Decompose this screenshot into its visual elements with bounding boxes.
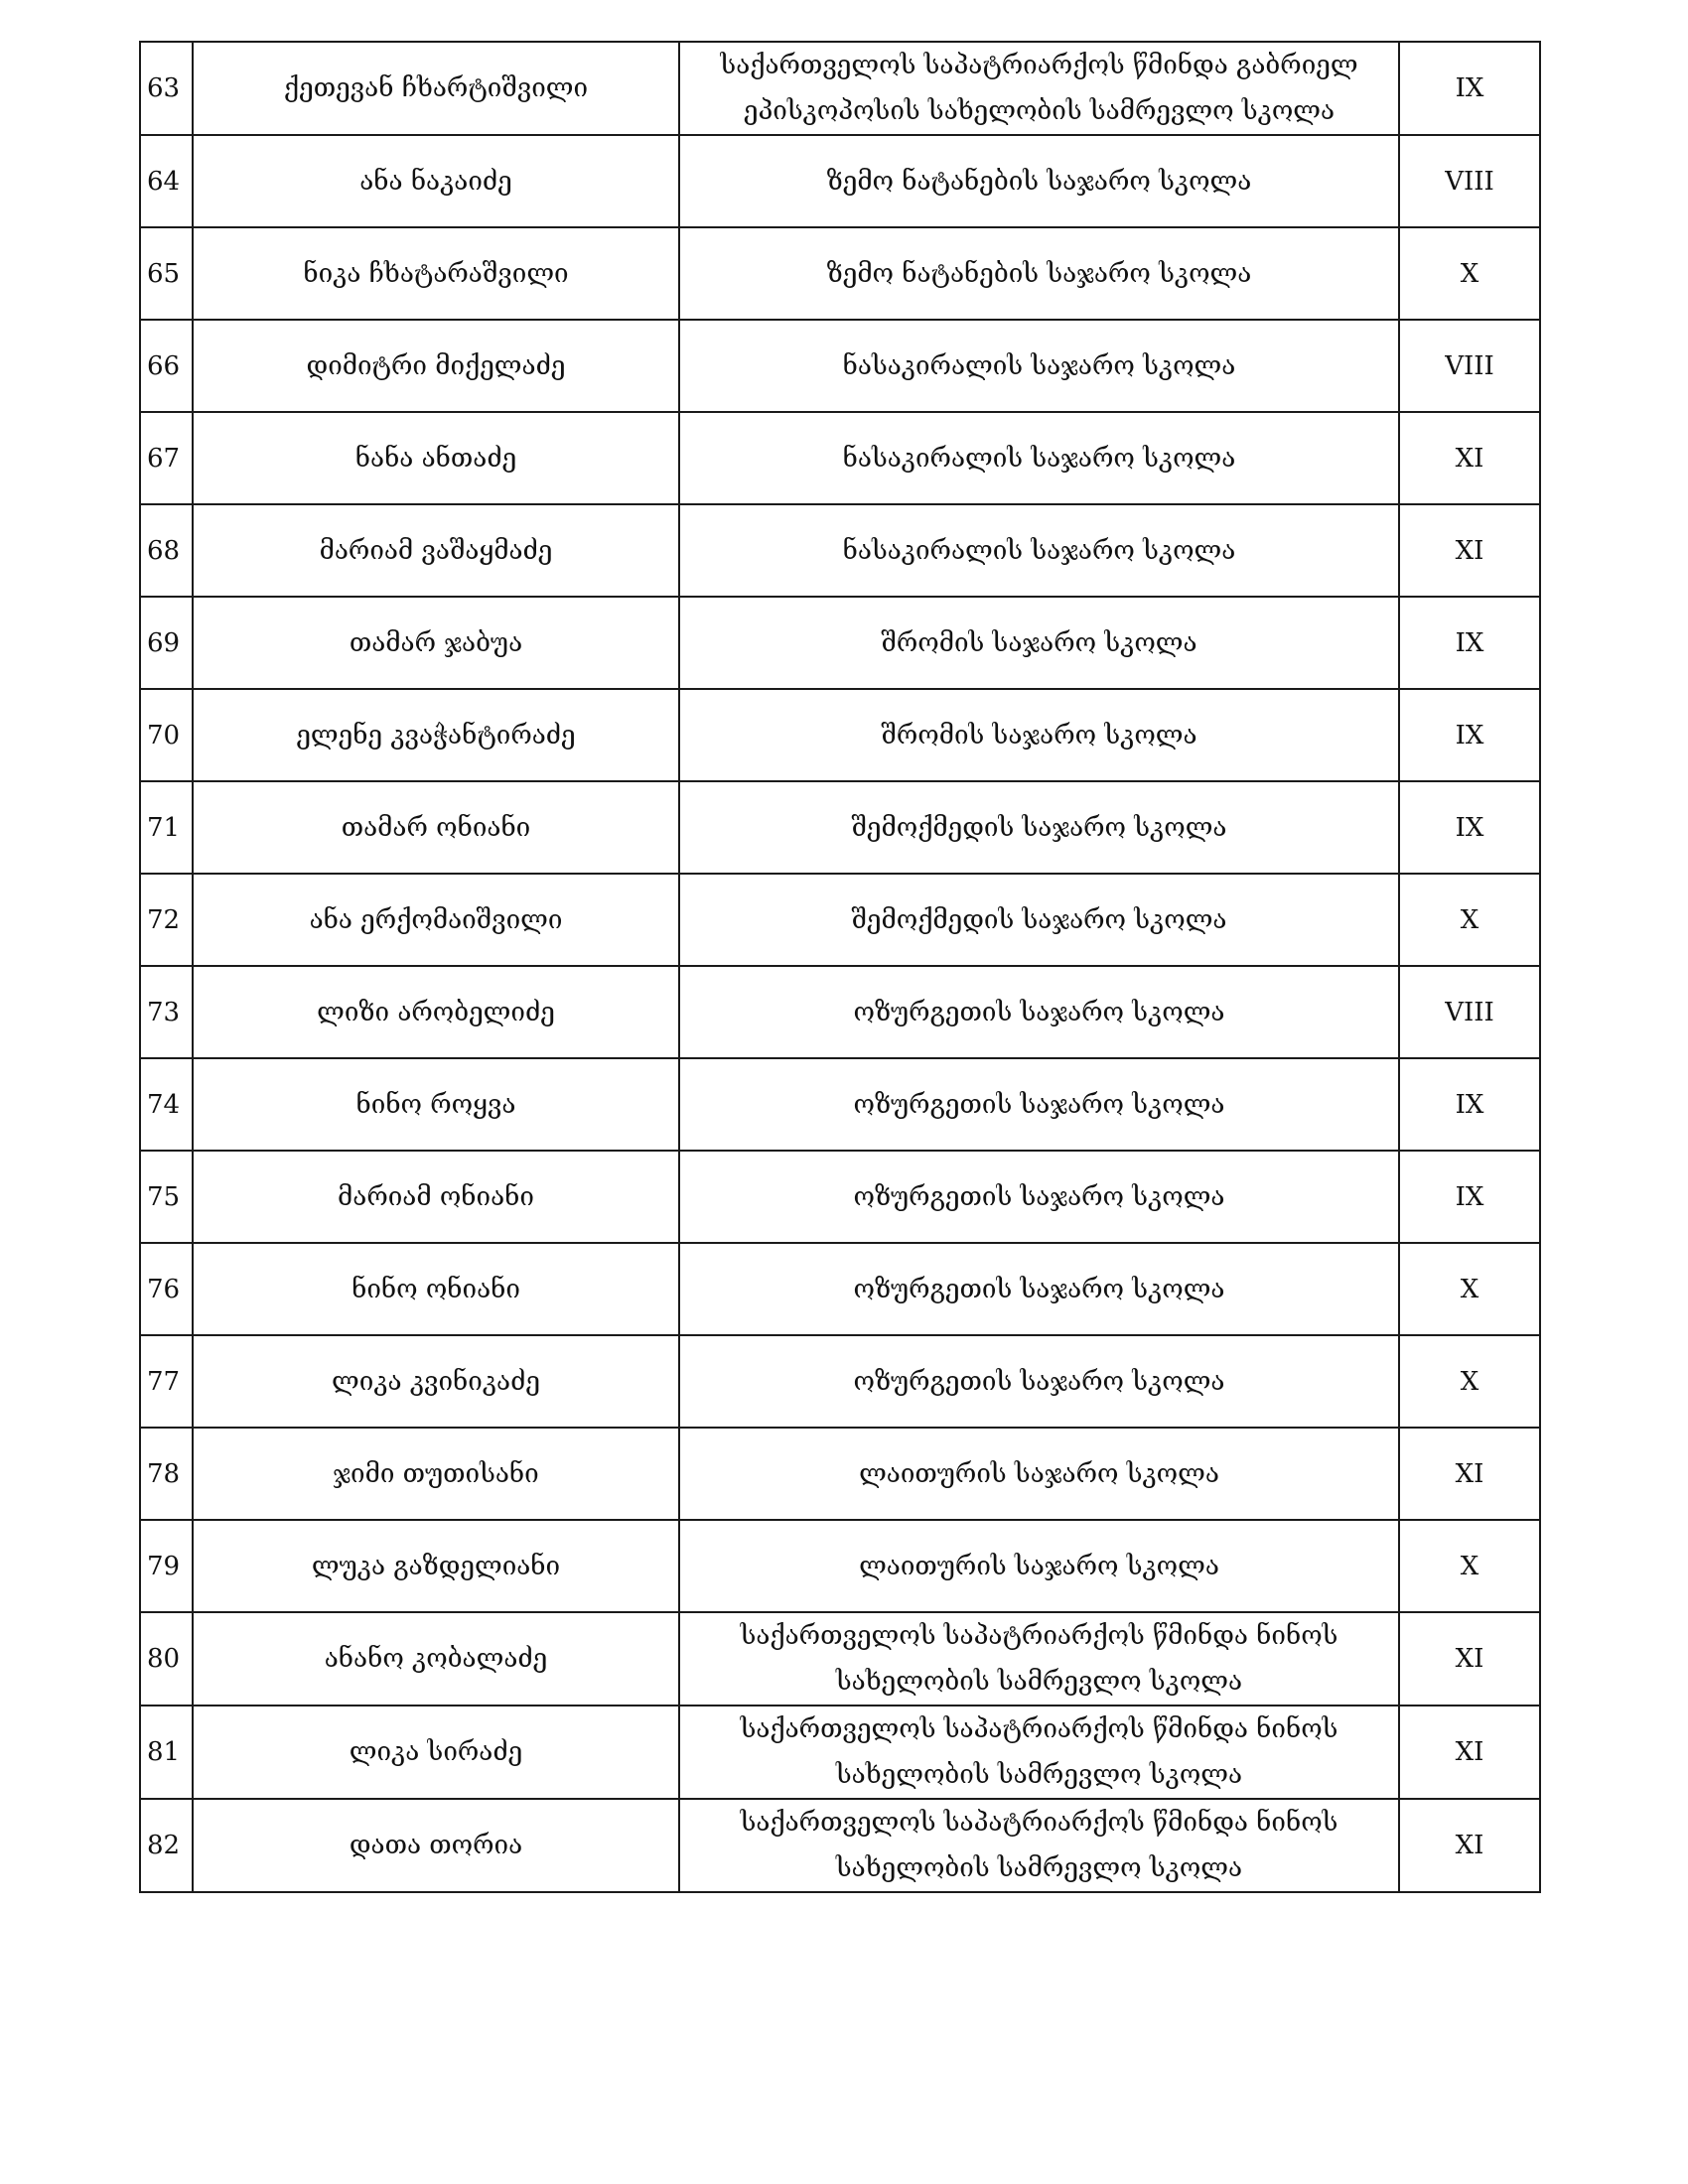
row-number: 75 <box>140 1151 193 1243</box>
student-name: ლიკა კვინიკაძე <box>193 1335 679 1428</box>
school-name <box>679 1058 1399 1151</box>
school-name <box>679 1243 1399 1335</box>
school-name <box>679 966 1399 1058</box>
school-name <box>679 689 1399 781</box>
school-name-line: ნასაკირალის საჯარო სკოლა <box>842 350 1236 381</box>
school-name-line: სახელობის სამრევლო სკოლა <box>835 1760 1243 1790</box>
student-name: დიმიტრი მიქელაძე <box>193 320 679 412</box>
school-name <box>679 135 1399 227</box>
grade-level: XI <box>1399 1612 1540 1706</box>
row-number: 76 <box>140 1243 193 1335</box>
student-name: ანა ერქომაიშვილი <box>193 874 679 966</box>
student-name: ჯიმი თუთისანი <box>193 1428 679 1520</box>
student-name: ლუკა გაზდელიანი <box>193 1520 679 1612</box>
row-number: 69 <box>140 597 193 689</box>
grade-level: XI <box>1399 412 1540 504</box>
row-number: 63 <box>140 42 193 135</box>
student-name: თამარ ონიანი <box>193 781 679 874</box>
grade-level: VIII <box>1399 966 1540 1058</box>
grade-level: IX <box>1399 597 1540 689</box>
row-number: 80 <box>140 1612 193 1706</box>
school-name-line: ოზურგეთის საჯარო სკოლა <box>853 1274 1225 1304</box>
row-number: 64 <box>140 135 193 227</box>
school-name <box>679 1612 1399 1706</box>
row-number: 71 <box>140 781 193 874</box>
student-name: მარიამ ვაშაყმაძე <box>193 504 679 597</box>
school-name-line: ოზურგეთის საჯარო სკოლა <box>853 1089 1225 1120</box>
row-number: 73 <box>140 966 193 1058</box>
table-row <box>140 1520 1540 1612</box>
school-name-line: სახელობის სამრევლო სკოლა <box>835 1667 1243 1697</box>
table-row <box>140 1799 1540 1892</box>
grade-level: IX <box>1399 781 1540 874</box>
student-name: თამარ ჯაბუა <box>193 597 679 689</box>
school-name <box>679 504 1399 597</box>
row-number: 67 <box>140 412 193 504</box>
grade-level: X <box>1399 227 1540 320</box>
row-number: 82 <box>140 1799 193 1892</box>
school-name-line: ეპისკოპოსის სახელობის სამრევლო სკოლა <box>743 96 1336 126</box>
grade-level: XI <box>1399 504 1540 597</box>
school-name-line: სახელობის სამრევლო სკოლა <box>835 1853 1243 1883</box>
school-name <box>679 1335 1399 1428</box>
school-name-line: შრომის საჯარო სკოლა <box>881 720 1197 751</box>
student-roster-table <box>139 41 1541 1893</box>
row-number: 72 <box>140 874 193 966</box>
student-name: ქეთევან ჩხარტიშვილი <box>193 42 679 135</box>
grade-level: XI <box>1399 1706 1540 1799</box>
row-number: 68 <box>140 504 193 597</box>
row-number: 81 <box>140 1706 193 1799</box>
student-name: ნინო ონიანი <box>193 1243 679 1335</box>
school-name-line: ლაითურის საჯარო სკოლა <box>859 1551 1219 1581</box>
roster-body <box>140 42 1540 1892</box>
table-row <box>140 1058 1540 1151</box>
row-number: 77 <box>140 1335 193 1428</box>
school-name <box>679 227 1399 320</box>
school-name-line: საქართველოს საპატრიარქოს წმინდა ნინოს <box>740 1808 1338 1838</box>
school-name <box>679 1151 1399 1243</box>
school-name <box>679 320 1399 412</box>
grade-level: X <box>1399 874 1540 966</box>
school-name <box>679 42 1399 135</box>
table-row <box>140 412 1540 504</box>
school-name-line: შემოქმედის საჯარო სკოლა <box>851 812 1227 843</box>
grade-level: X <box>1399 1335 1540 1428</box>
student-name: ანა ნაკაიძე <box>193 135 679 227</box>
student-name: ნინო როყვა <box>193 1058 679 1151</box>
table-row <box>140 227 1540 320</box>
school-name-line: ოზურგეთის საჯარო სკოლა <box>853 1181 1225 1212</box>
school-name <box>679 1706 1399 1799</box>
student-name: ანანო კობალაძე <box>193 1612 679 1706</box>
school-name <box>679 1799 1399 1892</box>
grade-level: XI <box>1399 1428 1540 1520</box>
school-name <box>679 781 1399 874</box>
school-name-line: ნასაკირალის საჯარო სკოლა <box>842 535 1236 566</box>
row-number: 65 <box>140 227 193 320</box>
table-row <box>140 135 1540 227</box>
school-name-line: ზემო ნატანების საჯარო სკოლა <box>826 258 1252 289</box>
school-name-line: საქართველოს საპატრიარქოს წმინდა ნინოს <box>740 1714 1338 1744</box>
table-row <box>140 1151 1540 1243</box>
student-name: მარიამ ონიანი <box>193 1151 679 1243</box>
row-number: 66 <box>140 320 193 412</box>
grade-level: X <box>1399 1243 1540 1335</box>
student-name: ნანა ანთაძე <box>193 412 679 504</box>
grade-level: IX <box>1399 1058 1540 1151</box>
grade-level: VIII <box>1399 320 1540 412</box>
table-row <box>140 1243 1540 1335</box>
grade-level: IX <box>1399 42 1540 135</box>
table-row <box>140 689 1540 781</box>
student-name: ლიკა სირაძე <box>193 1706 679 1799</box>
school-name-line: შემოქმედის საჯარო სკოლა <box>851 904 1227 935</box>
row-number: 78 <box>140 1428 193 1520</box>
table-row <box>140 874 1540 966</box>
row-number: 79 <box>140 1520 193 1612</box>
grade-level: XI <box>1399 1799 1540 1892</box>
student-name: ელენე კვაჭანტირაძე <box>193 689 679 781</box>
table-row <box>140 42 1540 135</box>
school-name-line: ზემო ნატანების საჯარო სკოლა <box>826 166 1252 197</box>
table-row <box>140 1335 1540 1428</box>
grade-level: IX <box>1399 1151 1540 1243</box>
table-row <box>140 320 1540 412</box>
student-name: ლიზი არობელიძე <box>193 966 679 1058</box>
table-row <box>140 1706 1540 1799</box>
school-name-line: საქართველოს საპატრიარქოს წმინდა ნინოს <box>740 1621 1338 1651</box>
school-name <box>679 1520 1399 1612</box>
row-number: 74 <box>140 1058 193 1151</box>
table-row <box>140 1428 1540 1520</box>
student-name: ნიკა ჩხატარაშვილი <box>193 227 679 320</box>
school-name-line: საქართველოს საპატრიარქოს წმინდა გაბრიელ <box>720 51 1358 80</box>
table-row <box>140 1612 1540 1706</box>
school-name-line: ნასაკირალის საჯარო სკოლა <box>842 443 1236 474</box>
grade-level: IX <box>1399 689 1540 781</box>
grade-level: VIII <box>1399 135 1540 227</box>
school-name-line: ლაითურის საჯარო სკოლა <box>859 1458 1219 1489</box>
school-name-line: შრომის საჯარო სკოლა <box>881 627 1197 658</box>
school-name <box>679 1428 1399 1520</box>
row-number: 70 <box>140 689 193 781</box>
grade-level: X <box>1399 1520 1540 1612</box>
school-name <box>679 412 1399 504</box>
table-row <box>140 597 1540 689</box>
school-name-line: ოზურგეთის საჯარო სკოლა <box>853 997 1225 1027</box>
school-name <box>679 874 1399 966</box>
table-row <box>140 504 1540 597</box>
school-name-line: ოზურგეთის საჯარო სკოლა <box>853 1366 1225 1397</box>
table-row <box>140 966 1540 1058</box>
table-row <box>140 781 1540 874</box>
student-name: დათა თორია <box>193 1799 679 1892</box>
school-name <box>679 597 1399 689</box>
